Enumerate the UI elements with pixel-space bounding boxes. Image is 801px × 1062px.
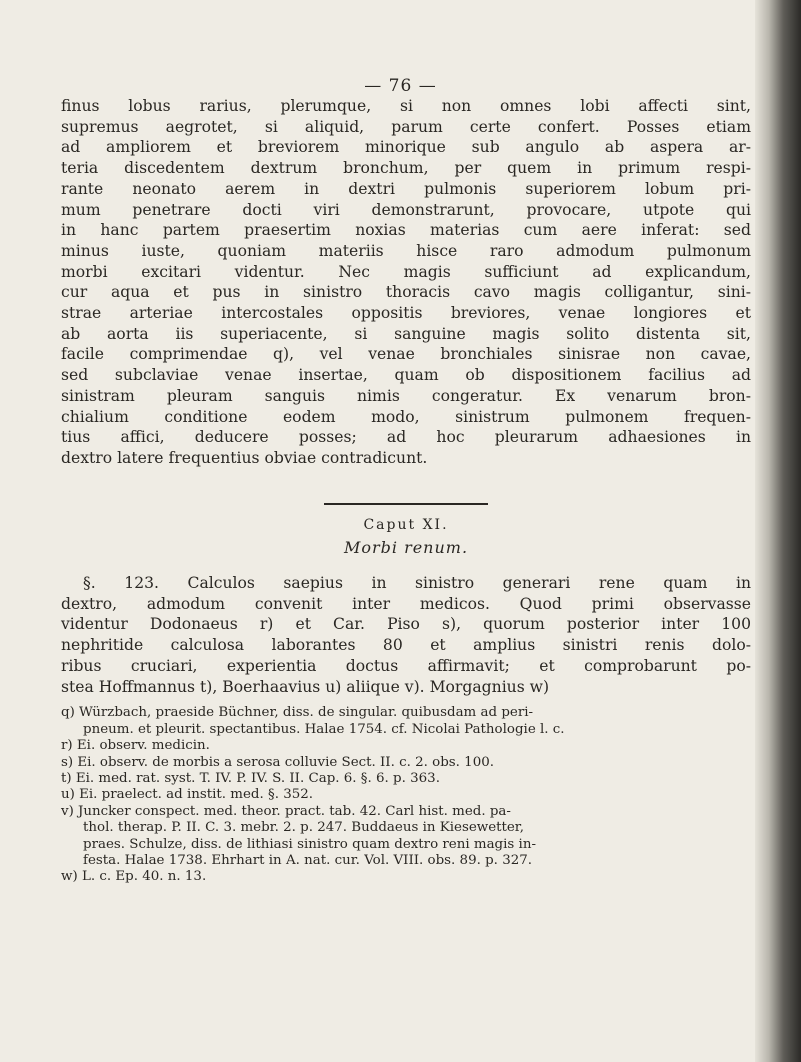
text-line: ab aorta iis superiacente, si sanguine magis solito distenta sit, [61, 324, 751, 343]
footnote-line: q) Würzbach, praeside Büchner, diss. de singular. quibusdam ad peri- [61, 705, 534, 721]
text-line: finus lobus rarius, plerumque, si non omnes lobi affecti sint, [61, 97, 751, 115]
text-line: chialium conditione eodem modo, sinistrum pulmonem frequen- [61, 407, 751, 426]
footnote-line: r) Ei. observ. medicin. [61, 738, 210, 754]
text-line: stea Hoffmannus t), Boerhaavius u) aliique v). Morgagnius w) [61, 677, 550, 696]
section-divider [324, 503, 488, 505]
text-line: dextro latere frequentius obviae contradicunt. [61, 448, 428, 467]
text-line: nephritide calculosa laborantes 80 et amplius sinistri renis dolo- [61, 636, 751, 655]
text-line: ribus cruciari, experientia doctus affirmavit; et comprobarunt po- [61, 656, 751, 675]
chapter-heading: Caput XI. [363, 516, 449, 533]
text-line: minus iuste, quoniam materiis hisce raro admodum pulmonum [61, 241, 751, 260]
text-line: teria discedentem dextrum bronchum, per quem in primum respi- [61, 159, 751, 178]
text-line: cur aqua et pus in sinistro thoracis cavo magis colligantur, sini- [61, 283, 751, 302]
text-line: morbi excitari videntur. Nec magis sufficiunt ad explicandum, [61, 262, 751, 281]
footnote-line: praes. Schulze, diss. de lithiasi sinistro quam dextro reni magis in- [83, 836, 536, 852]
footnote-line: t) Ei. med. rat. syst. T. IV. P. IV. S. II. Cap. 6. §. 6. p. 363. [61, 770, 440, 786]
footnote-line: pneum. et pleurit. spectantibus. Halae 1754. cf. Nicolai Pathologie l. c. [83, 721, 565, 737]
chapter-title: Morbi renum. [343, 538, 469, 558]
text-line: videntur Dodonaeus r) et Car. Piso s), quorum posterior inter 100 [61, 615, 751, 634]
footnote-line: v) Juncker conspect. med. theor. pract. tab. 42. Carl hist. med. pa- [61, 803, 511, 819]
text-line: dextro, admodum convenit inter medicos. Quod primi observasse [61, 594, 751, 613]
footnotes [61, 705, 751, 885]
page-body [61, 96, 751, 886]
paragraph-2 [61, 573, 751, 697]
text-line: facile comprimendae q), vel venae bronchiales sinisrae non cavae, [61, 345, 751, 364]
text-line: sed subclaviae venae insertae, quam ob dispositionem facilius ad [61, 366, 751, 385]
text-line: sinistram pleuram sanguis nimis congeratur. Ex venarum bron- [61, 386, 751, 405]
text-line: §. 123. Calculos saepius in sinistro generari rene quam in [83, 574, 751, 593]
footnote-line: thol. therap. P. II. C. 3. mebr. 2. p. 247. Buddaeus in Kiesewetter, [83, 820, 524, 836]
text-line: tius affici, deducere posses; ad hoc pleurarum adhaesiones in [61, 428, 751, 447]
footnote-line: u) Ei. praelect. ad instit. med. §. 352. [61, 787, 314, 803]
footnote-line: s) Ei. observ. de morbis a serosa colluvie Sect. II. c. 2. obs. 100. [61, 754, 494, 770]
text-line: ad ampliorem et breviorem minorique sub angulo ab aspera ar- [61, 138, 751, 157]
text-line: supremus aegrotet, si aliquid, parum certe confert. Posses etiam [61, 117, 751, 136]
text-line: mum penetrare docti viri demonstrarunt, provocare, utpote qui [61, 200, 751, 219]
paragraph-1 [61, 96, 751, 469]
footnote-line: festa. Halae 1738. Ehrhart in A. nat. cur. Vol. VIII. obs. 89. p. 327. [83, 852, 533, 868]
text-line: rante neonato aerem in dextri pulmonis superiorem lobum pri- [61, 179, 751, 198]
text-line: strae arteriae intercostales oppositis breviores, venae longiores et [61, 304, 751, 323]
text-line: in hanc partem praesertim noxias materias cum aere inferat: sed [61, 221, 751, 240]
page-number: — 76 — [364, 76, 437, 96]
page-edge [755, 0, 801, 1062]
footnote-line: w) L. c. Ep. 40. n. 13. [61, 869, 207, 885]
